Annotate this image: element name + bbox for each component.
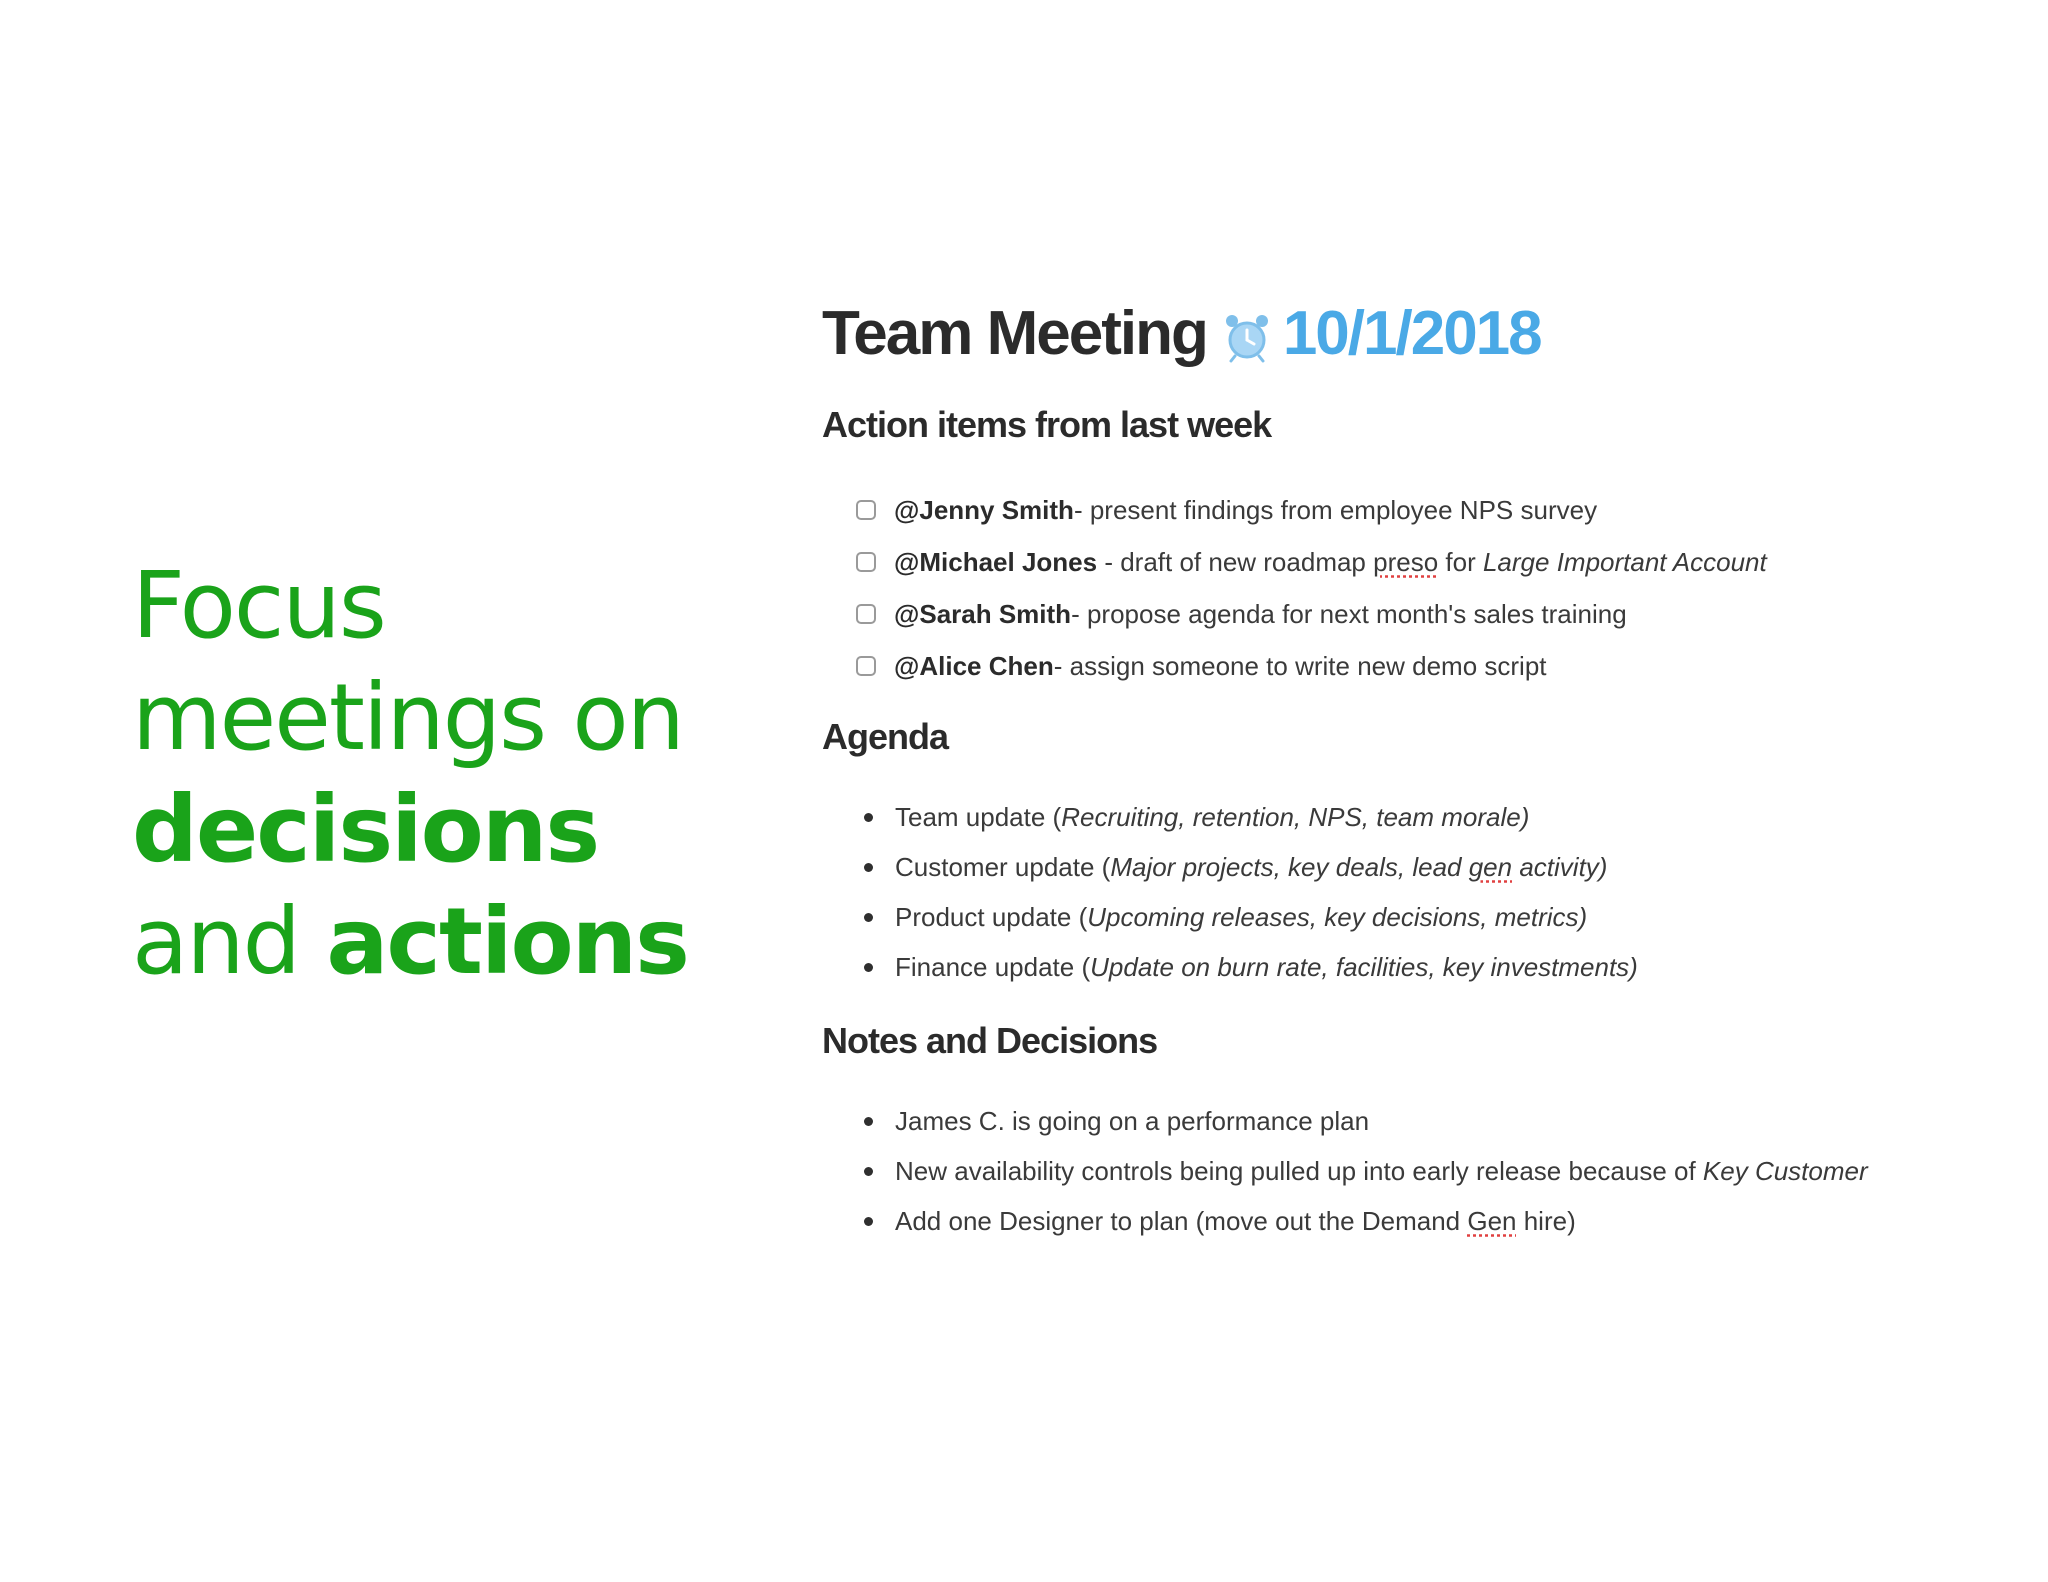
- headline-and: and: [132, 888, 300, 995]
- headline-line-2: meetings on: [132, 664, 683, 771]
- page-title-text: Team Meeting: [822, 298, 1207, 368]
- agenda-heading: Agenda: [822, 716, 949, 757]
- agenda-label: Customer update (: [895, 851, 1111, 882]
- todo-checkbox[interactable]: [856, 604, 876, 624]
- headline: [132, 550, 772, 998]
- list-item: [822, 1096, 2002, 1146]
- todo-text: - assign someone to write new demo script: [1053, 650, 1547, 681]
- list-item: [822, 1146, 2002, 1196]
- agenda-detail: Update on burn rate, facilities, key investments): [1090, 951, 1638, 982]
- headline-actions: actions: [326, 888, 688, 995]
- list-item: [822, 792, 2002, 842]
- agenda-list: [822, 792, 2002, 992]
- meeting-document: [822, 288, 2002, 1246]
- todo-item: [822, 588, 2002, 640]
- headline-line-4: [132, 886, 772, 998]
- note-italic-text: Key Customer: [1702, 1155, 1868, 1186]
- todo-text: - present findings from employee NPS survey: [1073, 494, 1598, 525]
- headline-line-3: decisions: [132, 776, 599, 883]
- misspelled-word: gen: [1468, 851, 1513, 882]
- misspelled-word: Gen: [1467, 1205, 1517, 1236]
- action-items-list: [822, 484, 2002, 692]
- agenda-label: Product update (: [895, 901, 1088, 932]
- note-text: James C. is going on a performance plan: [895, 1105, 1370, 1136]
- todo-item: [822, 536, 2002, 588]
- list-item: [822, 842, 2002, 892]
- note-text: New availability controls being pulled up into early release because of: [895, 1155, 1703, 1186]
- notes-list: [822, 1096, 2002, 1246]
- user-mention[interactable]: @Sarah Smith: [894, 598, 1072, 629]
- list-item: [822, 942, 2002, 992]
- bullet-icon: [864, 813, 873, 822]
- user-mention[interactable]: @Michael Jones: [894, 546, 1098, 577]
- todo-checkbox[interactable]: [856, 500, 876, 520]
- bullet-icon: [864, 913, 873, 922]
- note-text-continued: hire): [1516, 1205, 1576, 1236]
- todo-checkbox[interactable]: [856, 552, 876, 572]
- notes-heading: Notes and Decisions: [822, 1020, 1158, 1061]
- bullet-icon: [864, 1117, 873, 1126]
- todo-text: - propose agenda for next month's sales training: [1071, 598, 1627, 629]
- agenda-label: Team update (: [895, 801, 1062, 832]
- user-mention[interactable]: @Alice Chen: [894, 650, 1054, 681]
- todo-item: [822, 484, 2002, 536]
- bullet-icon: [864, 1217, 873, 1226]
- list-item: [822, 892, 2002, 942]
- user-mention[interactable]: @Jenny Smith: [894, 494, 1074, 525]
- todo-item: [822, 640, 2002, 692]
- alarm-clock-icon: [1221, 307, 1273, 359]
- bullet-icon: [864, 963, 873, 972]
- agenda-detail: Upcoming releases, key decisions, metrics): [1087, 901, 1588, 932]
- list-item: [822, 1196, 2002, 1246]
- page-title: [822, 288, 2002, 378]
- todo-checkbox[interactable]: [856, 656, 876, 676]
- agenda-detail: Major projects, key deals, lead: [1110, 851, 1469, 882]
- agenda-label: Finance update (: [895, 951, 1091, 982]
- misspelled-word: preso: [1373, 546, 1439, 577]
- todo-text-continued: for: [1438, 546, 1483, 577]
- agenda-detail: Recruiting, retention, NPS, team morale): [1061, 801, 1530, 832]
- headline-line-1: Focus: [132, 552, 385, 659]
- todo-text: - draft of new roadmap: [1097, 546, 1374, 577]
- action-items-heading: Action items from last week: [822, 404, 1272, 445]
- meeting-date: 10/1/2018: [1282, 298, 1541, 368]
- bullet-icon: [864, 1167, 873, 1176]
- todo-italic-text: Large Important Account: [1482, 546, 1767, 577]
- note-text: Add one Designer to plan (move out the Demand: [895, 1205, 1468, 1236]
- bullet-icon: [864, 863, 873, 872]
- agenda-detail-continued: activity): [1512, 851, 1608, 882]
